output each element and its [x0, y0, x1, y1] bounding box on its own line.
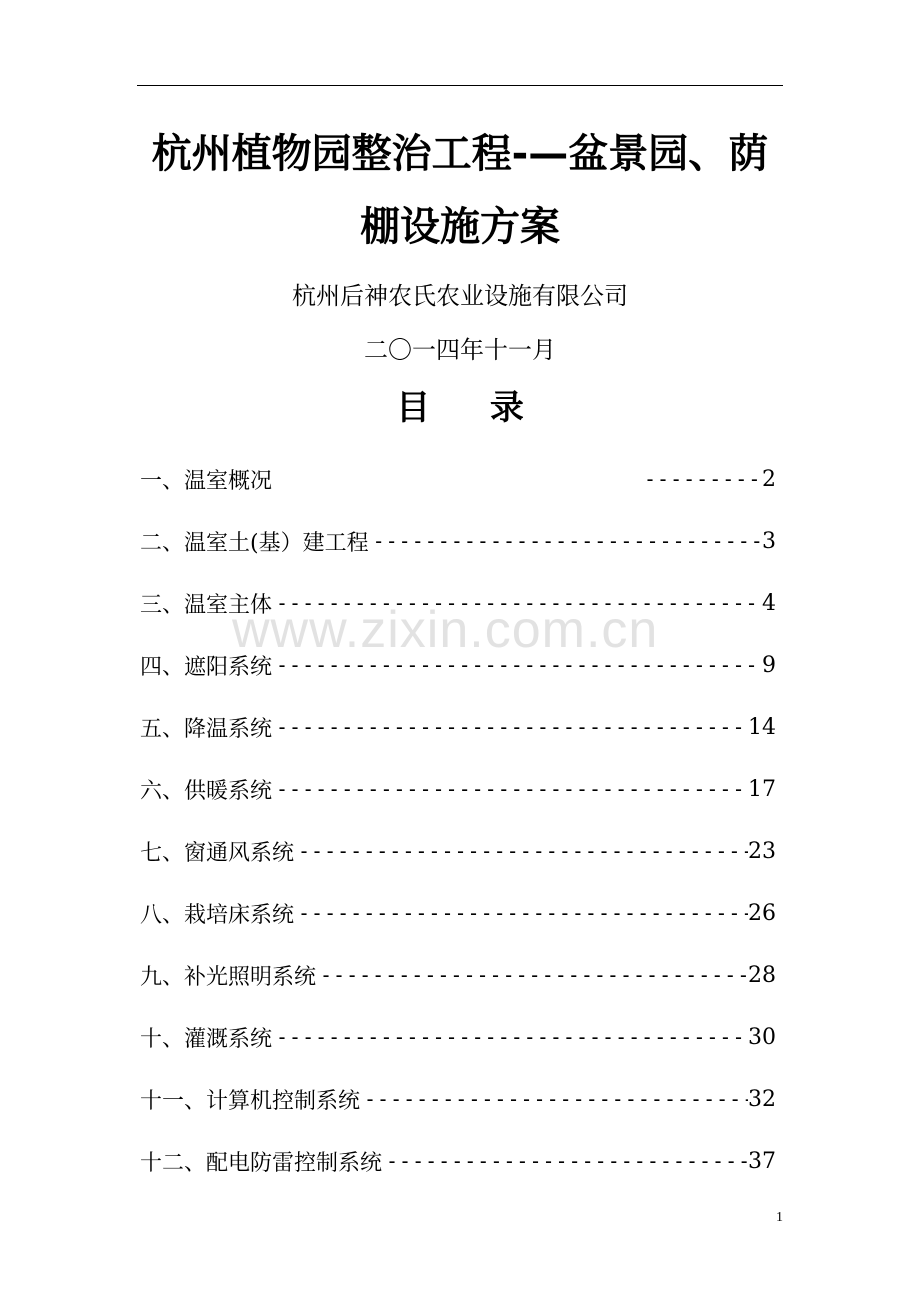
toc-leader: [294, 901, 748, 925]
toc-entry[interactable]: [140, 820, 776, 882]
toc-leader: [272, 1025, 748, 1049]
document-date: 二〇一四年十一月: [364, 336, 556, 364]
toc-entry-label: 一、温室概况: [140, 468, 273, 494]
toc-entry[interactable]: [140, 944, 776, 1006]
toc-leader: [272, 715, 748, 739]
toc-heading: 目 录: [396, 388, 548, 428]
toc-entry-page: 30: [748, 1024, 776, 1050]
toc-entry[interactable]: [140, 1130, 776, 1192]
watermark: www.zixin.com.cn: [232, 601, 659, 659]
toc-leader: [272, 777, 748, 801]
table-of-contents: [140, 448, 776, 1192]
toc-entry[interactable]: [140, 510, 776, 572]
toc-leader: [316, 963, 748, 987]
company-name: 杭州后神农氏农业设施有限公司: [292, 282, 628, 310]
toc-leader: [294, 839, 748, 863]
toc-leader: [640, 467, 762, 491]
toc-entry-page: 17: [748, 776, 776, 802]
toc-entry-label: 九、补光照明系统: [140, 964, 317, 990]
toc-entry[interactable]: [140, 882, 776, 944]
page-number: 1: [776, 1210, 783, 1225]
toc-entry-page: 28: [748, 962, 776, 988]
toc-entry[interactable]: [140, 696, 776, 758]
toc-entry[interactable]: [140, 758, 776, 820]
toc-entry-label: 六、供暖系统: [140, 778, 273, 804]
document-title-line1: 杭州植物园整治工程-—盆景园、荫: [151, 131, 769, 177]
toc-leader: [369, 529, 762, 553]
toc-entry-label: 八、栽培床系统: [140, 902, 295, 928]
toc-entry-page: 37: [748, 1148, 776, 1174]
toc-entry-page: 26: [748, 900, 776, 926]
toc-entry-page: 9: [762, 652, 776, 678]
toc-entry-label: 十、灌溉系统: [140, 1026, 273, 1052]
toc-entry-label: 十二、配电防雷控制系统: [140, 1150, 383, 1176]
toc-entry-page: 14: [748, 714, 776, 740]
toc-entry[interactable]: [140, 1006, 776, 1068]
toc-entry-page: 4: [762, 590, 776, 616]
document-title-line2: 棚设施方案: [360, 204, 560, 250]
toc-entry-label: 二、温室土(基）建工程: [140, 530, 369, 556]
toc-entry-page: 32: [748, 1086, 776, 1112]
toc-entry-label: 七、窗通风系统: [140, 840, 295, 866]
toc-entry-label: 三、温室主体: [140, 592, 273, 618]
toc-entry-page: 2: [762, 466, 776, 492]
toc-entry-page: 3: [762, 528, 776, 554]
toc-leader: [360, 1087, 748, 1111]
toc-entry-page: 23: [748, 838, 776, 864]
toc-leader: [382, 1149, 748, 1173]
toc-entry[interactable]: [140, 1068, 776, 1130]
toc-entry-label: 十一、计算机控制系统: [140, 1088, 361, 1114]
toc-entry-label: 五、降温系统: [140, 716, 273, 742]
toc-entry-label: 四、遮阳系统: [140, 654, 273, 680]
header-rule: [137, 85, 783, 86]
toc-entry[interactable]: [140, 448, 776, 510]
